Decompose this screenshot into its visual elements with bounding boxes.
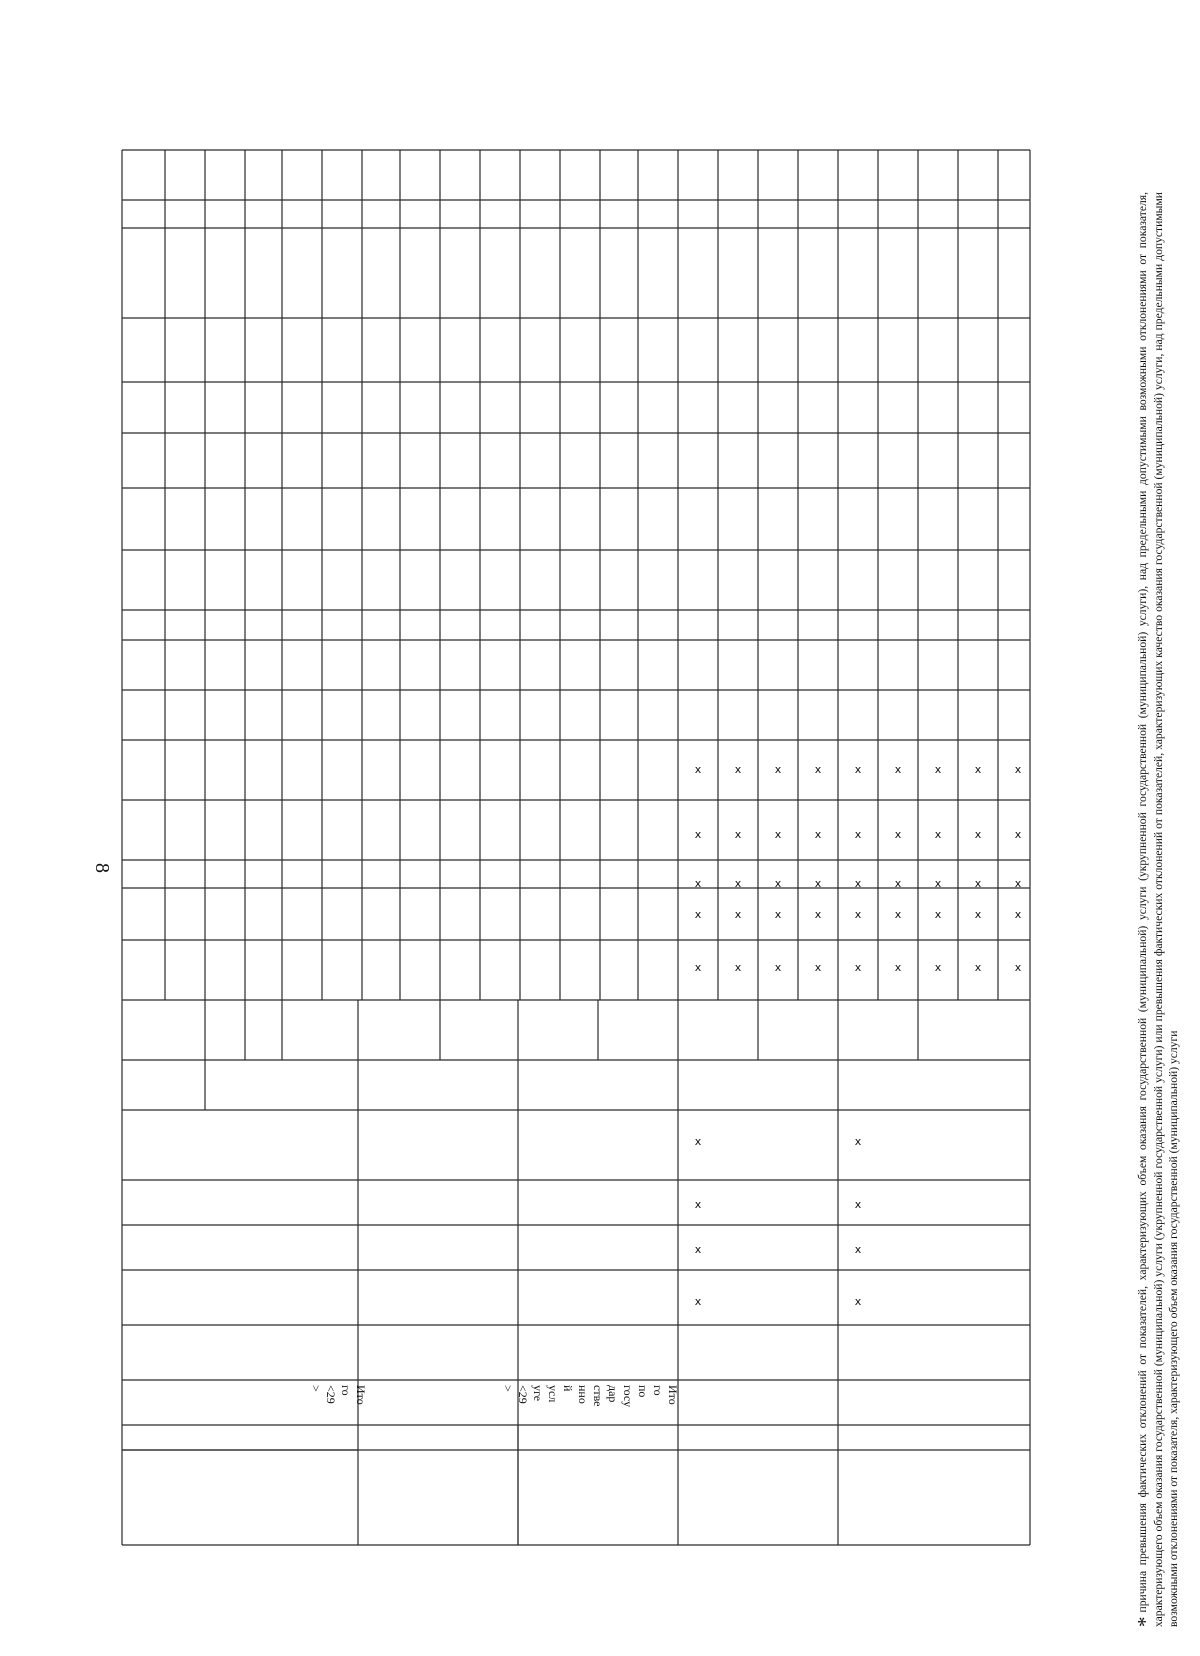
footnote-marker: * <box>1133 1616 1157 1627</box>
x-mark: х <box>934 828 942 841</box>
x-mark: х <box>694 1243 702 1256</box>
total-label-line: го <box>339 1385 353 1396</box>
x-mark: х <box>934 908 942 921</box>
x-mark: х <box>854 1135 862 1148</box>
x-mark: х <box>734 908 742 921</box>
footnote <box>1135 192 1182 1627</box>
total-label-line: усл <box>546 1385 560 1403</box>
total-label-state-service <box>500 1385 680 1407</box>
x-mark: х <box>894 763 902 776</box>
x-mark: х <box>694 1295 702 1308</box>
x-mark: х <box>774 763 782 776</box>
total-label-line: госу <box>621 1385 635 1408</box>
x-mark: х <box>774 961 782 974</box>
x-mark: х <box>814 908 822 921</box>
x-mark: х <box>694 763 702 776</box>
x-mark: х <box>974 961 982 974</box>
x-mark: х <box>974 877 982 890</box>
footnote-text: причина превышения фактических отклонений от показателей, характеризующих объем оказания государственной (муниципальной) услуги (укрупненной государственной (муниципальной) услуги), над предельными допустимыми возможными отклонениями от показателя, характеризующего объем оказания государственной (муниципальной) услуги (укрупненной государственной услуги) или превышения фактических отклонений от показателей, характеризующих качество оказания государственной (муниципальной) услуги, над предельными допустимыми возможными отклонениями от показателя, характеризующего объем оказания государственной (муниципальной) услуги <box>1136 192 1181 1627</box>
total-label-line: > <box>501 1385 515 1392</box>
x-mark: х <box>814 763 822 776</box>
x-mark: х <box>694 877 702 890</box>
x-mark: х <box>814 877 822 890</box>
x-mark: х <box>694 1198 702 1211</box>
x-mark: х <box>1014 961 1022 974</box>
x-mark: х <box>854 1198 862 1211</box>
x-mark: х <box>774 908 782 921</box>
x-mark: х <box>894 877 902 890</box>
total-label-line: <29 <box>516 1385 530 1404</box>
total-label-line: по <box>636 1385 650 1398</box>
x-mark: х <box>694 828 702 841</box>
total-label-line: Ито <box>354 1385 368 1405</box>
x-mark: х <box>734 763 742 776</box>
x-mark: х <box>934 877 942 890</box>
x-mark: х <box>1014 828 1022 841</box>
x-mark: х <box>774 877 782 890</box>
total-label-line: > <box>309 1385 323 1392</box>
x-mark: х <box>974 828 982 841</box>
x-mark: х <box>854 1295 862 1308</box>
x-mark: х <box>894 908 902 921</box>
x-mark: х <box>854 763 862 776</box>
total-label-line: й <box>561 1385 575 1392</box>
total-label-line: го <box>651 1385 665 1396</box>
total-label-first <box>308 1385 368 1405</box>
x-mark: х <box>854 961 862 974</box>
x-mark: х <box>894 828 902 841</box>
total-label-line: <29 <box>324 1385 338 1404</box>
x-mark: х <box>1014 763 1022 776</box>
x-mark: х <box>734 877 742 890</box>
x-mark: х <box>934 763 942 776</box>
x-mark: х <box>934 961 942 974</box>
x-mark: х <box>774 828 782 841</box>
x-mark: х <box>694 908 702 921</box>
x-mark: х <box>694 961 702 974</box>
total-label-line: нно <box>576 1385 590 1404</box>
x-mark: х <box>814 828 822 841</box>
total-label-line: дар <box>606 1385 620 1403</box>
x-mark: х <box>974 908 982 921</box>
page-number: 8 <box>91 863 113 873</box>
x-mark: х <box>1014 908 1022 921</box>
x-mark: х <box>974 763 982 776</box>
x-mark: х <box>734 961 742 974</box>
x-mark: х <box>854 908 862 921</box>
x-mark: х <box>854 1243 862 1256</box>
x-mark: х <box>1014 877 1022 890</box>
x-mark: х <box>734 828 742 841</box>
x-mark: х <box>694 1135 702 1148</box>
total-label-line: стве <box>591 1385 605 1407</box>
x-mark: х <box>854 877 862 890</box>
total-label-line: уге <box>531 1385 545 1402</box>
x-mark: х <box>854 828 862 841</box>
total-label-line: Ито <box>666 1385 680 1405</box>
x-mark: х <box>814 961 822 974</box>
x-mark: х <box>894 961 902 974</box>
